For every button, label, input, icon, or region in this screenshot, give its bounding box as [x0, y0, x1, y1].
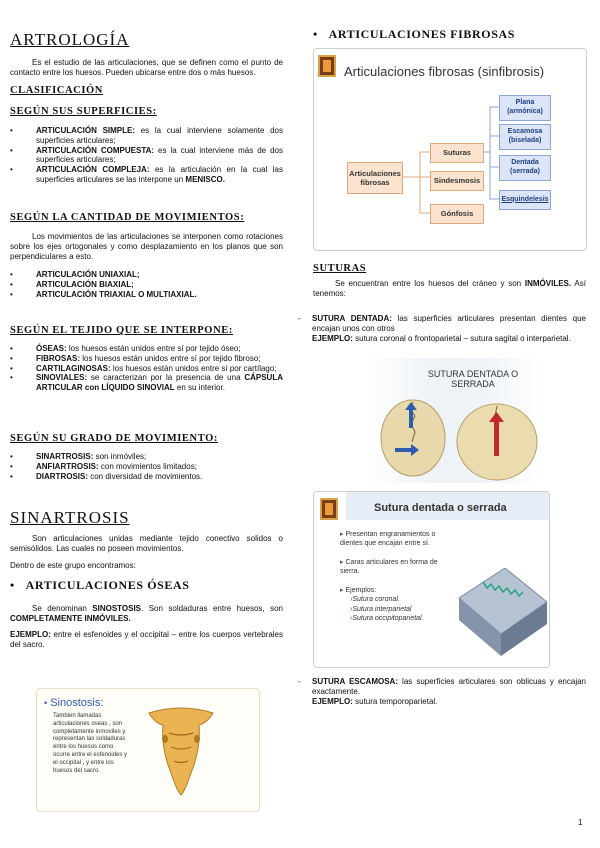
page-number: 1	[578, 818, 583, 827]
movimientos-paragraph: Los movimientos de las articulaciones se interponen como rotaciones sobre los ejes ortogonales y como desplazamiento en los planos que son perpendiculares a esto.	[10, 232, 283, 261]
card-example: ›Sutura interparietal	[350, 605, 412, 613]
oseas-paragraph: Se denominan SINOSTOSIS. Son soldaduras entre huesos, son COMPLETAMENTE INMÓVILES.	[10, 604, 283, 623]
superficies-heading: SEGÚN SUS SUPERFICIES:	[10, 106, 157, 117]
skull-drawing	[365, 358, 545, 483]
sinartrosis-title: SINARTROSIS	[10, 508, 130, 527]
list-item: • ARTICULACIÓN UNIAXIAL;	[10, 270, 283, 280]
slide-emblem-icon	[320, 498, 338, 520]
diagram-node-sindesmosis: Sindesmosis	[430, 171, 484, 191]
diagram-leaf-esquindelesis: Esquindelesis	[499, 190, 551, 210]
dentada-card-title: Sutura dentada o serrada	[374, 502, 507, 514]
list-item: • ARTICULACIÓN COMPUESTA: es la cual interviene más de dos superficies articulares;	[10, 146, 283, 166]
list-item: • CARTILAGINOSAS: los huesos están unidos entre sí por cartílago;	[10, 364, 283, 374]
dentada-card	[313, 491, 550, 668]
grado-list	[10, 452, 283, 481]
skull-caption: SUTURA DENTADA O SERRADA	[427, 369, 519, 389]
superficies-list	[10, 126, 283, 185]
list-item: • ARTICULACIÓN TRIAXIAL O MULTIAXIAL.	[10, 290, 283, 300]
sinostosis-title: • Sinostosis:	[44, 697, 104, 709]
sinostosis-card	[36, 688, 260, 812]
list-item: • ANFIARTROSIS: con movimientos limitados;	[10, 462, 283, 472]
list-item: • ARTICULACIÓN SIMPLE: es la cual interviene solamente dos superficies articulares;	[10, 126, 283, 146]
dentada-card-body	[340, 530, 458, 623]
card-example: ›Sutura occipitoparietal.	[350, 614, 424, 622]
bullet: •	[313, 27, 318, 41]
list-item: • FIBROSAS: los huesos están unidos entre sí por tejido fibroso;	[10, 354, 283, 364]
list-item: • SINOVIALES: se caracterizan por la presencia de una CÁPSULA ARTICULAR con LÍQUIDO SINOVIAL en su interior.	[10, 373, 283, 393]
fibrosas-diagram-card	[313, 48, 587, 251]
card-bullet: ▸ Ejemplos:	[340, 587, 377, 595]
diagram-node-suturas: Suturas	[430, 143, 484, 163]
list-item: • DIARTROSIS: con diversidad de movimientos.	[10, 472, 283, 482]
sinostosis-text: Tambien llamadas articulaciones oseas , son completamente inmoviles y representan las soldaduras entre los huesos como ocurre entre el esfenoides y el occipital , y entre los huesos del sacro.	[53, 713, 128, 774]
fibrosas-heading: • ARTICULACIONES FIBROSAS	[313, 27, 516, 41]
grado-heading: SEGÚN SU GRADO DE MOVIMIENTO:	[10, 433, 218, 444]
oseas-example: EJEMPLO: entre el esfenoides y el occipital – entre los cuerpos vertebrales del sacro.	[10, 630, 283, 649]
diagram-title: Articulaciones fibrosas (sinfibrosis)	[344, 64, 545, 79]
list-item: - SUTURA ESCAMOSA: las superficies articulares son oblicuas y encajan exactamente. EJEMPLO: sutura temporoparietal.	[298, 677, 586, 706]
page-title: ARTROLOGÍA	[10, 30, 130, 49]
sinartrosis-intro: Dentro de este grupo encontramos:	[10, 561, 136, 570]
suturas-heading: SUTURAS	[313, 263, 367, 274]
serrated-block-image	[459, 568, 547, 658]
oseas-heading: • ARTICULACIONES ÓSEAS	[10, 578, 190, 592]
diagram-node-gonfosis: Gónfosis	[430, 204, 484, 224]
tejido-heading: SEGÚN EL TEJIDO QUE SE INTERPONE:	[10, 325, 233, 336]
list-item: • SINARTROSIS: son inmóviles;	[10, 452, 283, 462]
card-example: ›Sutura coronal.	[350, 596, 400, 604]
bullet: •	[10, 578, 15, 592]
list-item: • ÓSEAS: los huesos están unidos entre sí por tejido óseo;	[10, 344, 283, 354]
sinartrosis-paragraph: Son articulaciones unidas mediante tejido conectivo solidos o semisólidos. Las cuales no poseen movimientos.	[10, 534, 283, 553]
clasificacion-heading: CLASIFICACIÓN	[10, 85, 103, 96]
movimientos-heading: SEGÚN LA CANTIDAD DE MOVIMIENTOS:	[10, 212, 245, 223]
diagram-root-node: Articulaciones fibrosas	[347, 162, 403, 194]
diagram-leaf-plana: Plana (armónica)	[499, 95, 551, 121]
list-item: - SUTURA DENTADA: las superficies articulares presentan dientes que encajan unos con otros EJEMPLO: sutura coronal o frontoparietal – sutura sagital o interparietal.	[298, 314, 586, 343]
card-bullet: ▸ Caras articulares en forma de sierra.	[340, 559, 438, 576]
list-item: • ARTICULACIÓN COMPLEJA: es la articulación en la cual las superficies articulares se las interpone un MENISCO.	[10, 165, 283, 185]
sacrum-image	[141, 703, 221, 798]
skull-image	[365, 358, 545, 483]
suturas-paragraph: Se encuentran entre los huesos del cráneo y son INMÓVILES. Así tenemos:	[313, 279, 586, 298]
dentada-list	[298, 314, 586, 343]
list-item: • ARTICULACIÓN BIAXIAL;	[10, 280, 283, 290]
escamosa-list	[298, 677, 586, 706]
movimientos-list	[10, 270, 283, 299]
diagram-leaf-dentada: Dentada (serrada)	[499, 155, 551, 181]
card-bullet: ▸ Presentan engranamientos o dientes que encajan entre sí.	[340, 531, 436, 548]
tejido-list	[10, 344, 283, 393]
intro-paragraph: Es el estudio de las articulaciones, que se definen como el punto de contacto entre los huesos. Pueden ubicarse entre dos o más huesos.	[10, 58, 283, 77]
diagram-leaf-escamosa: Escamosa (biselada)	[499, 124, 551, 150]
